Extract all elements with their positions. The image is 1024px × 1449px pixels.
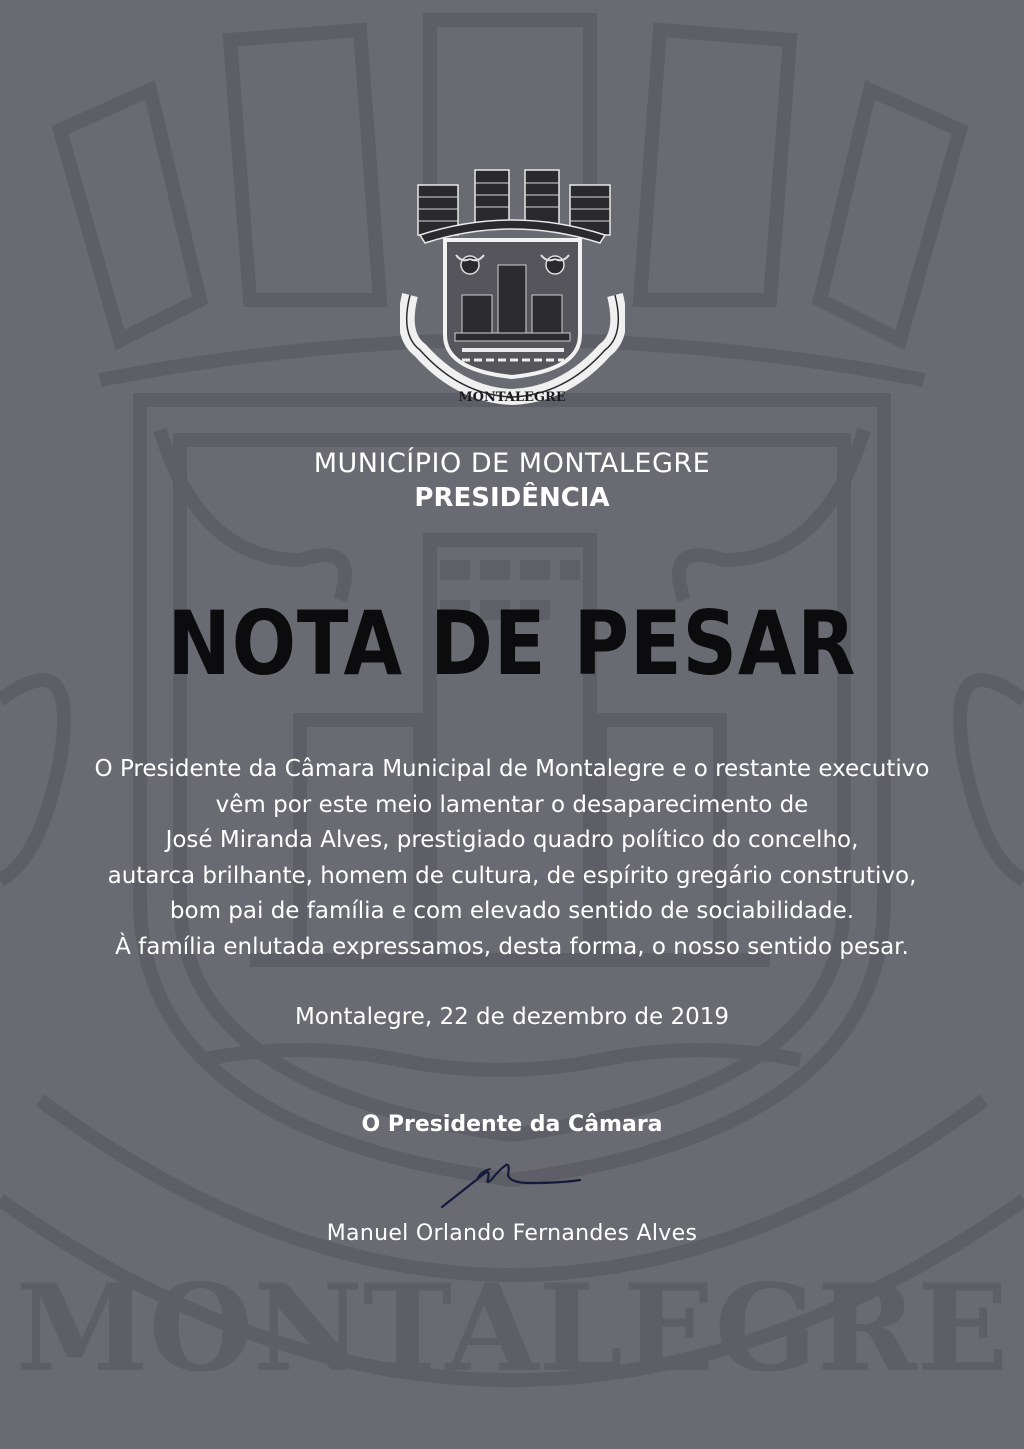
condolence-message [60,752,964,965]
message-line: O Presidente da Câmara Municipal de Montalegre e o restante executivo [94,756,930,782]
signatory-name: Manuel Orlando Fernandes Alves [326,1221,698,1246]
department-heading: PRESIDÊNCIA [414,483,610,513]
crest-ribbon-text: MONTALEGRE [458,390,566,405]
message-line: José Miranda Alves, prestigiado quadro político do concelho, [165,827,859,853]
handwritten-signature [430,1155,600,1215]
watermark-ribbon-text: MONTALEGRE [15,1258,1009,1399]
date-line: Montalegre, 22 de dezembro de 2019 [294,1004,729,1030]
municipality-heading: MUNICÍPIO DE MONTALEGRE [313,448,711,479]
message-line: bom pai de família e com elevado sentido de sociabilidade. [169,898,855,924]
message-line: vêm por este meio lamentar o desaparecimento de [215,791,809,818]
coat-of-arms-emblem [400,165,625,425]
message-line: À família enlutada expressamos, desta forma, o nosso sentido pesar. [115,933,909,960]
signatory-role: O Presidente da Câmara [361,1112,663,1137]
page-title: NOTA DE PESAR [167,592,857,695]
message-line: autarca brilhante, homem de cultura, de espírito gregário construtivo, [107,862,917,889]
